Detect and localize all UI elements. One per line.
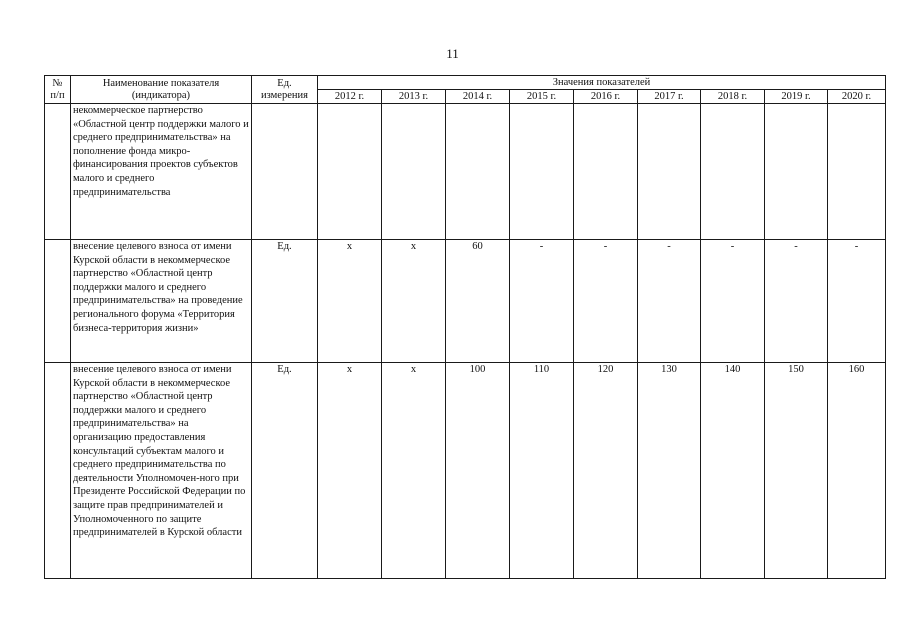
value-cell: 60 — [446, 240, 510, 363]
row-num — [45, 240, 71, 363]
value-cell — [638, 104, 701, 240]
value-cell: х — [318, 363, 382, 579]
header-year: 2013 г. — [382, 90, 446, 104]
value-cell — [510, 104, 574, 240]
value-cell: х — [382, 240, 446, 363]
value-cell: 100 — [446, 363, 510, 579]
table-row — [45, 240, 886, 363]
header-year: 2014 г. — [446, 90, 510, 104]
page-number: 11 — [446, 46, 459, 61]
row-num — [45, 104, 71, 240]
header-year: 2012 г. — [318, 90, 382, 104]
value-cell: - — [765, 240, 828, 363]
value-cell — [446, 104, 510, 240]
indicators-table — [44, 75, 886, 579]
row-num — [45, 363, 71, 579]
table-row — [45, 363, 886, 579]
value-cell: х — [318, 240, 382, 363]
value-cell — [765, 104, 828, 240]
value-cell: - — [510, 240, 574, 363]
value-cell — [382, 104, 446, 240]
value-cell — [574, 104, 638, 240]
value-cell — [318, 104, 382, 240]
unit-cell — [252, 104, 318, 240]
value-cell — [828, 104, 886, 240]
value-cell: 110 — [510, 363, 574, 579]
value-cell — [701, 104, 765, 240]
value-cell: 130 — [638, 363, 701, 579]
header-year: 2015 г. — [510, 90, 574, 104]
header-unit: Ед. измерения — [252, 76, 318, 104]
value-cell: - — [828, 240, 886, 363]
value-cell: 120 — [574, 363, 638, 579]
unit-cell: Ед. — [252, 363, 318, 579]
header-values-group: Значения показателей — [318, 76, 886, 90]
value-cell: - — [638, 240, 701, 363]
header-num: № п/п — [45, 76, 71, 104]
header-year: 2017 г. — [638, 90, 701, 104]
indicator-name: внесение целевого взноса от имени Курской области в некоммерческое партнерство «Областной центр поддержки малого и среднего предпринимательства» на проведение регионального форума «Территория бизнеса-территория жизни» — [71, 240, 252, 363]
value-cell: х — [382, 363, 446, 579]
header-indicator-name: Наименование показателя (индикатора) — [71, 76, 252, 104]
indicator-name: некоммерческое партнерство «Областной центр поддержки малого и среднего предпринимательства» на пополнение фонда микро-финансирования проектов субъектов малого и среднего предпринимательства — [71, 104, 252, 240]
indicator-name: внесение целевого взноса от имени Курской области в некоммерческое партнерство «Областной центр поддержки малого и среднего предпринимательства» на организацию предоставления консультаций субъектам малого и среднего предпринимательства по деятельности Уполномочен-ного при Президенте Российской Федерации по защите прав предпринимателей и Уполномоченного по защите предпринимателей в Курской области — [71, 363, 252, 579]
header-year: 2018 г. — [701, 90, 765, 104]
header-year: 2016 г. — [574, 90, 638, 104]
table-row — [45, 104, 886, 240]
value-cell: 160 — [828, 363, 886, 579]
value-cell: 140 — [701, 363, 765, 579]
value-cell: - — [701, 240, 765, 363]
unit-cell: Ед. — [252, 240, 318, 363]
value-cell: 150 — [765, 363, 828, 579]
header-year: 2020 г. — [828, 90, 886, 104]
header-year: 2019 г. — [765, 90, 828, 104]
value-cell: - — [574, 240, 638, 363]
